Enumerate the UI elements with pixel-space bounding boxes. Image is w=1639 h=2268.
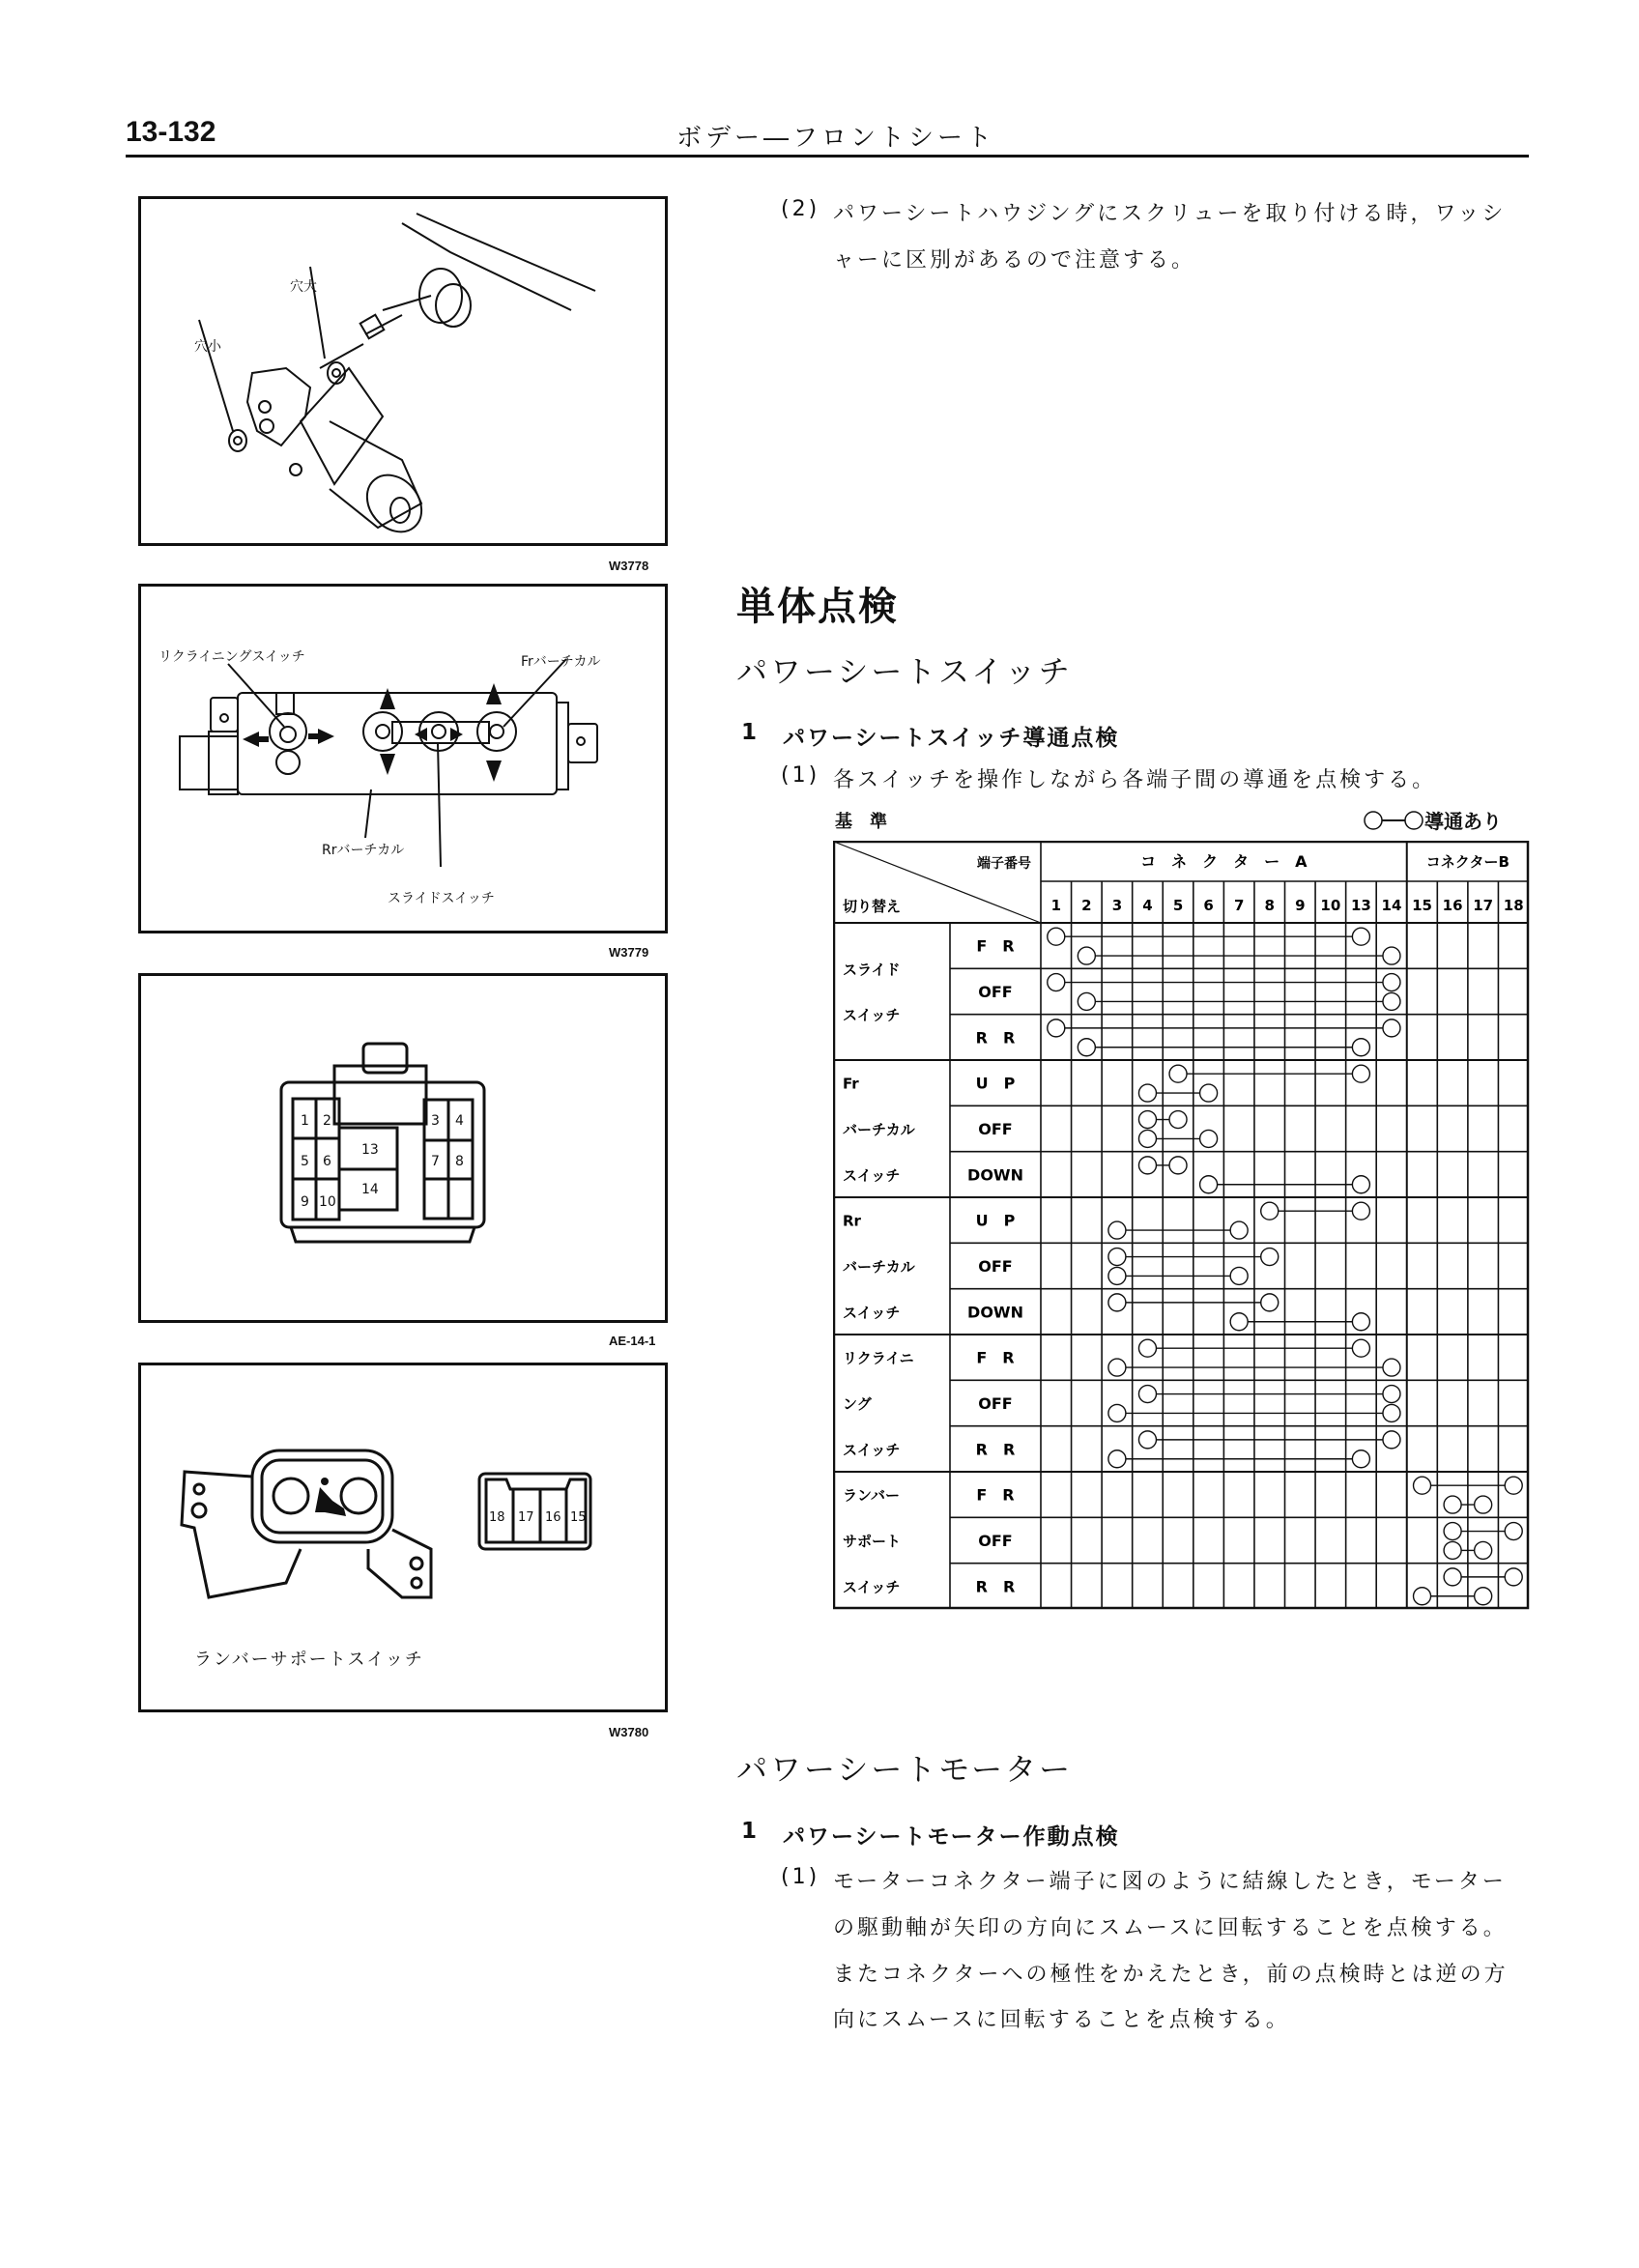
continuity-table xyxy=(833,841,1531,1612)
terminal-circle xyxy=(1138,1386,1156,1403)
terminal-circle xyxy=(1475,1588,1492,1605)
terminal-circle xyxy=(1108,1294,1126,1311)
terminal-label: 4 xyxy=(455,1113,464,1129)
terminal-number-header: 6 xyxy=(1203,897,1214,914)
terminal-circle xyxy=(1048,1019,1065,1037)
terminal-circle xyxy=(1352,928,1369,945)
terminal-number-header: 7 xyxy=(1233,897,1245,914)
terminal-circle xyxy=(1383,1019,1400,1037)
note-line: パワーシートハウジングにスクリューを取り付ける時，ワッシ xyxy=(833,202,1507,226)
terminal-circle xyxy=(1078,1039,1095,1056)
switch-position-label: R R xyxy=(975,1028,1016,1048)
terminal-label: 3 xyxy=(431,1113,440,1129)
page-number: 13-132 xyxy=(126,116,216,148)
figure-caption: ランバーサポートスイッチ xyxy=(194,1650,424,1670)
figure-lumbar-switch xyxy=(138,1363,668,1712)
switch-group-label: バーチカル xyxy=(843,1121,915,1138)
terminal-circle xyxy=(1108,1267,1126,1284)
terminal-circle xyxy=(1383,1431,1400,1449)
switch-group-label: スイッチ xyxy=(843,1441,901,1459)
switch-position-label: F R xyxy=(976,936,1015,956)
page-title: ボデー―フロントシート xyxy=(676,124,996,153)
terminal-number-header: 3 xyxy=(1111,897,1123,914)
terminal-circle xyxy=(1444,1496,1461,1513)
terminal-label: 8 xyxy=(455,1154,464,1169)
terminal-circle xyxy=(1352,1176,1369,1193)
terminal-circle xyxy=(1200,1130,1218,1147)
terminal-circle xyxy=(1383,1359,1400,1376)
figure-code: W3780 xyxy=(609,1725,649,1739)
note-line: ャーに区別があるので注意する。 xyxy=(833,248,1196,273)
terminal-circle xyxy=(1200,1176,1218,1193)
switch-position-label: F R xyxy=(976,1348,1015,1367)
switch-position-label: U P xyxy=(975,1211,1016,1230)
switch-position-label: OFF xyxy=(978,1532,1013,1550)
label-large-hole: 穴大 xyxy=(290,279,317,295)
switch-group-label: スライド xyxy=(843,961,901,979)
switch-group-label: Rr xyxy=(843,1212,861,1230)
terminal-circle xyxy=(1505,1477,1522,1494)
item-number: (1) xyxy=(781,1865,820,1889)
terminal-number-header: 5 xyxy=(1172,897,1184,914)
terminal-label: 5 xyxy=(301,1154,309,1169)
terminal-number-header: 8 xyxy=(1264,897,1275,914)
terminal-circle xyxy=(1414,1477,1431,1494)
switch-position-label: R R xyxy=(975,1577,1016,1596)
terminal-circle xyxy=(1169,1157,1187,1174)
terminal-circle xyxy=(1230,1267,1248,1284)
step-number: 1 xyxy=(741,720,760,745)
terminal-label: 1 xyxy=(301,1113,309,1129)
terminal-circle xyxy=(1383,974,1400,991)
motor-illustration xyxy=(141,199,665,543)
terminal-circle xyxy=(1078,992,1095,1010)
figure-connector-a xyxy=(138,973,668,1323)
terminal-circle xyxy=(1261,1202,1279,1220)
figure-code: W3779 xyxy=(609,945,649,960)
terminal-circle xyxy=(1078,947,1095,964)
switch-group-label: ランバー xyxy=(843,1486,900,1505)
terminal-label: 2 xyxy=(323,1113,331,1129)
terminal-number-header: 15 xyxy=(1412,897,1432,914)
switch-position-label: OFF xyxy=(978,1257,1013,1276)
terminal-label: 6 xyxy=(323,1154,331,1169)
switch-illustration xyxy=(141,587,665,931)
item-line: またコネクターへの極性をかえたとき，前の点検時とは逆の方 xyxy=(833,1963,1509,1987)
terminal-label: 9 xyxy=(301,1194,309,1210)
terminal-circle xyxy=(1352,1202,1369,1220)
figure-code: AE-14-1 xyxy=(609,1334,656,1348)
label-reclining-switch: リクライニングスイッチ xyxy=(158,649,305,665)
terminal-number-header: 18 xyxy=(1503,897,1524,914)
terminal-circle xyxy=(1108,1359,1126,1376)
terminal-circle xyxy=(1352,1339,1369,1357)
terminal-label: 10 xyxy=(319,1194,336,1210)
switch-group-label: ング xyxy=(843,1395,872,1413)
label-fr-vertical: Frバーチカル xyxy=(521,654,601,670)
switch-position-label: OFF xyxy=(978,1394,1013,1413)
terminal-circle xyxy=(1505,1523,1522,1540)
switch-position-label: R R xyxy=(975,1440,1016,1459)
item-line: モーターコネクター端子に図のように結線したとき，モーター xyxy=(833,1870,1507,1894)
terminal-circle xyxy=(1352,1450,1369,1468)
terminal-circle xyxy=(1108,1221,1126,1239)
switch-position-label: DOWN xyxy=(967,1165,1023,1185)
terminal-circle xyxy=(1444,1568,1461,1586)
switch-group-label: スイッチ xyxy=(843,1166,901,1185)
terminal-circle xyxy=(1352,1313,1369,1331)
standard-label: 基 準 xyxy=(835,812,887,832)
step-title: パワーシートスイッチ導通点検 xyxy=(783,726,1120,751)
figure-switch-layout xyxy=(138,584,668,933)
item-number: (1) xyxy=(781,763,820,788)
terminal-number-header: 16 xyxy=(1442,897,1463,914)
terminal-circle xyxy=(1138,1431,1156,1449)
switch-position-label: U P xyxy=(975,1074,1016,1093)
figure-code: W3778 xyxy=(609,559,649,573)
terminal-label: 15 xyxy=(570,1510,587,1525)
legend xyxy=(1363,806,1502,834)
figure-motor-washers xyxy=(138,196,668,546)
legend-text: 導通あり xyxy=(1424,810,1502,833)
terminal-circle xyxy=(1108,1404,1126,1421)
terminal-label: 7 xyxy=(431,1154,440,1169)
label-rr-vertical: Rrバーチカル xyxy=(322,843,405,858)
terminal-circle xyxy=(1383,1386,1400,1403)
label-small-hole: 穴小 xyxy=(194,339,221,355)
terminal-circle xyxy=(1169,1065,1187,1082)
switch-position-label: F R xyxy=(976,1485,1015,1505)
connector-b-header: コネクターB xyxy=(1425,853,1510,871)
terminal-circle xyxy=(1352,1039,1369,1056)
switch-group-label: スイッチ xyxy=(843,1578,901,1596)
step-title: パワーシートモーター作動点検 xyxy=(783,1824,1120,1850)
step-number: 1 xyxy=(741,1819,760,1844)
header-rule xyxy=(126,155,1529,158)
switch-group-label: スイッチ xyxy=(843,1006,901,1024)
switch-group-label: リクライニ xyxy=(843,1349,914,1367)
terminal-circle xyxy=(1505,1568,1522,1586)
terminal-circle xyxy=(1048,974,1065,991)
corner-header-terminal: 端子番号 xyxy=(977,856,1031,872)
terminal-number-header: 13 xyxy=(1350,897,1371,914)
terminal-label: 18 xyxy=(489,1510,505,1525)
terminal-circle xyxy=(1383,1404,1400,1421)
subsection-heading: パワーシートモーター xyxy=(736,1751,1074,1788)
terminal-circle xyxy=(1352,1065,1369,1082)
terminal-circle xyxy=(1475,1541,1492,1559)
terminal-number-header: 9 xyxy=(1295,897,1306,914)
terminal-circle xyxy=(1261,1294,1279,1311)
note-number: (2) xyxy=(781,197,820,221)
terminal-circle xyxy=(1444,1523,1461,1540)
terminal-circle xyxy=(1138,1111,1156,1129)
terminal-circle xyxy=(1414,1588,1431,1605)
connector-a-header: コ ネ ク タ ー A xyxy=(1140,852,1308,871)
terminal-circle xyxy=(1444,1541,1461,1559)
label-slide-switch: スライドスイッチ xyxy=(388,891,495,906)
terminal-label: 13 xyxy=(361,1142,379,1158)
terminal-circle xyxy=(1261,1249,1279,1266)
item-line: の駆動軸が矢印の方向にスムースに回転することを点検する。 xyxy=(833,1916,1508,1940)
terminal-circle xyxy=(1200,1084,1218,1102)
switch-group-label: バーチカル xyxy=(843,1258,915,1276)
subsection-heading: パワーシートスイッチ xyxy=(736,653,1073,690)
terminal-circle xyxy=(1383,947,1400,964)
terminal-number-header: 1 xyxy=(1050,897,1061,914)
terminal-circle xyxy=(1048,928,1065,945)
terminal-circle xyxy=(1138,1157,1156,1174)
terminal-label: 17 xyxy=(518,1510,534,1525)
terminal-circle xyxy=(1108,1450,1126,1468)
terminal-circle xyxy=(1230,1313,1248,1331)
terminal-circle xyxy=(1475,1496,1492,1513)
corner-header-switch: 切り替え xyxy=(843,898,902,915)
terminal-circle xyxy=(1138,1339,1156,1357)
terminal-number-header: 2 xyxy=(1081,897,1092,914)
terminal-circle xyxy=(1108,1249,1126,1266)
connector-a-illustration xyxy=(141,976,665,1320)
switch-position-label: OFF xyxy=(978,983,1013,1001)
switch-position-label: DOWN xyxy=(967,1303,1023,1322)
terminal-number-header: 4 xyxy=(1142,897,1153,914)
terminal-circle xyxy=(1138,1130,1156,1147)
terminal-circle xyxy=(1383,992,1400,1010)
continuity-symbol-icon xyxy=(1363,810,1424,831)
item-line: 向にスムースに回転することを点検する。 xyxy=(833,2008,1290,2032)
section-heading: 単体点検 xyxy=(736,585,899,629)
switch-group-label: スイッチ xyxy=(843,1304,901,1322)
switch-group-label: サポート xyxy=(843,1533,902,1550)
terminal-label: 14 xyxy=(361,1182,379,1197)
terminal-number-header: 14 xyxy=(1381,897,1402,914)
terminal-number-header: 17 xyxy=(1473,897,1494,914)
item-text: 各スイッチを操作しながら各端子間の導通を点検する。 xyxy=(833,768,1437,792)
terminal-circle xyxy=(1138,1084,1156,1102)
terminal-circle xyxy=(1230,1221,1248,1239)
terminal-number-header: 10 xyxy=(1320,897,1341,914)
switch-group-label: Fr xyxy=(843,1075,859,1093)
terminal-circle xyxy=(1169,1111,1187,1129)
terminal-label: 16 xyxy=(545,1510,561,1525)
switch-position-label: OFF xyxy=(978,1120,1013,1138)
